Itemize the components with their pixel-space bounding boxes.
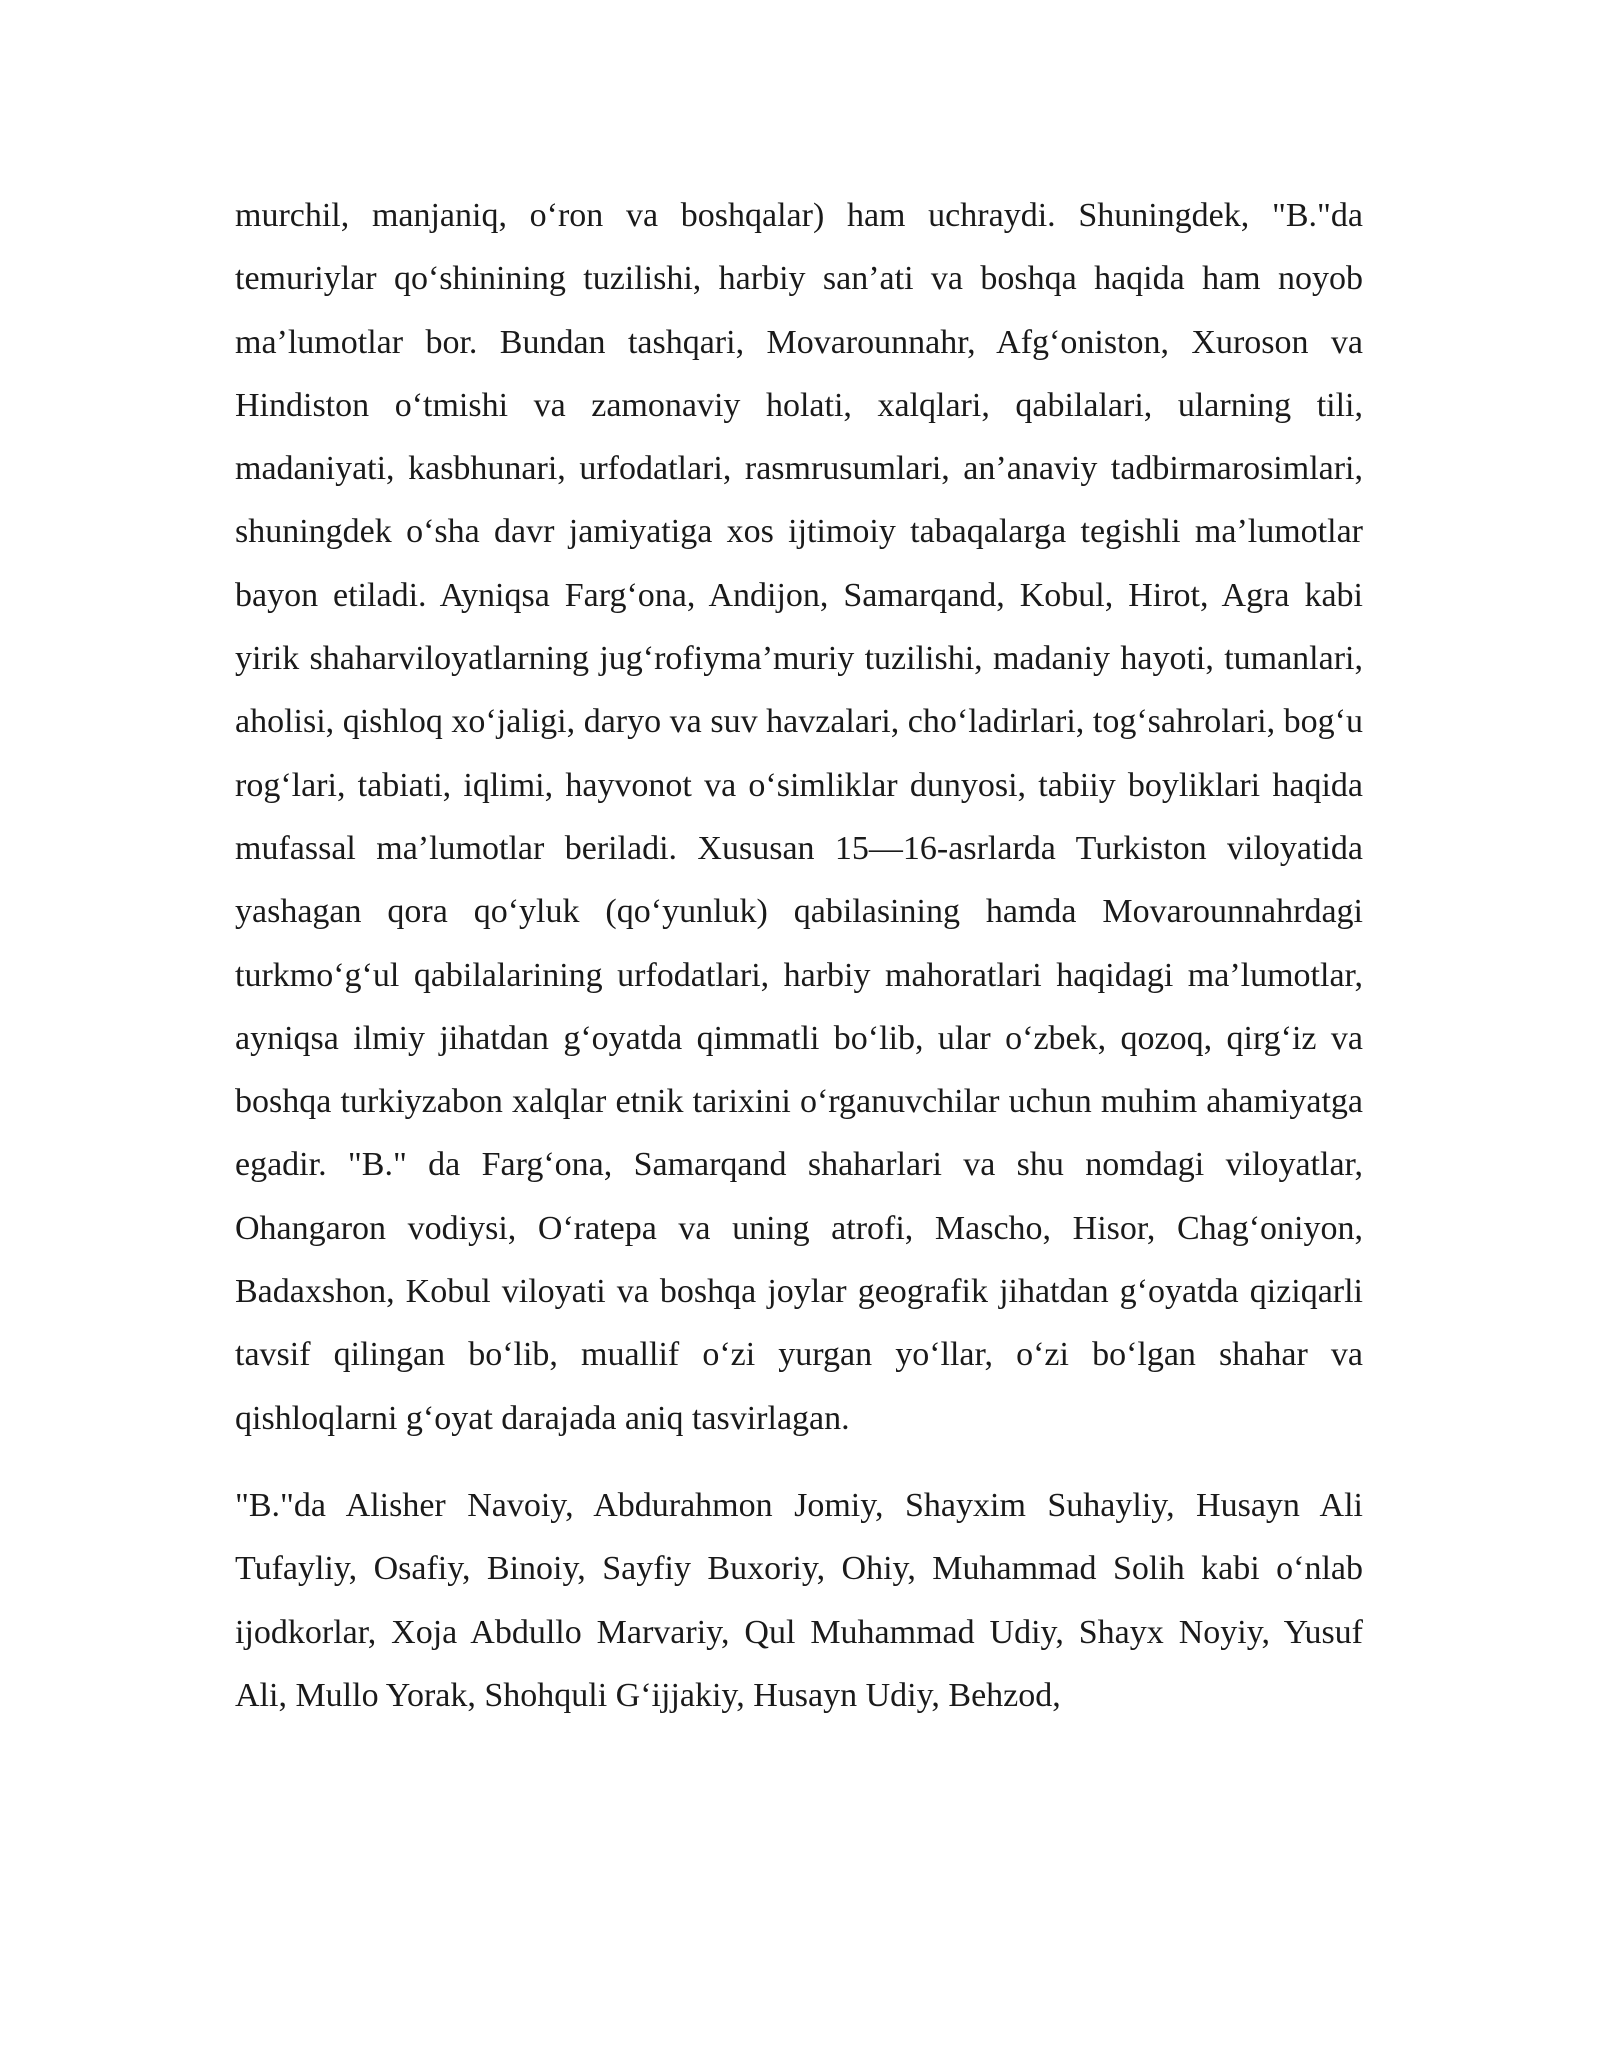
paragraph-1: murchil, manjaniq, oʻron va boshqalar) ham uchraydi. Shuningdek, "B."da temuriylar qoʻshinining tuzilishi, harbiy san’ati va boshqa haqida ham noyob ma’lumotlar bor. Bundan tashqari, Movarounnahr, Afgʻoniston, Xuroson va Hindiston oʻtmishi va zamonaviy holati, xalqlari, qabilalari, ularning tili, madaniyati, kasbhunari, urfodatlari, rasmrusumlari, an’anaviy tadbirmarosimlari, shuningdek oʻsha davr jamiyatiga xos ijtimoiy tabaqalarga tegishli ma’lumotlar bayon etiladi. Ayniqsa Fargʻona, Andijon, Samarqand, Kobul, Hirot, Agra kabi yirik shaharviloyatlarning jugʻrofiyma’muriy tuzilishi, madaniy hayoti, tumanlari, aholisi, qishloq xoʻjaligi, daryo va suv havzalari, choʻladirlari, togʻsahrolari, bogʻu rogʻlari, tabiati, iqlimi, hayvonot va oʻsimliklar dunyosi, tabiiy boyliklari haqida mufassal ma’lumotlar beriladi. Xususan 15—16-asrlarda Turkiston viloyatida yashagan qora qoʻyluk (qoʻyunluk) qabilasining hamda Movarounnahrdagi turkmoʻgʻul qabilalarining urfodatlari, harbiy mahoratlari haqidagi ma’lumotlar, ayniqsa ilmiy jihatdan gʻoyatda qimmatli boʻlib, ular oʻzbek, qozoq, qirgʻiz va boshqa turkiyzabon xalqlar etnik tarixini oʻrganuvchilar uchun muhim ahamiyatga egadir. "B." da Fargʻona, Samarqand shaharlari va shu nomdagi viloyatlar, Ohangaron vodiysi, Oʻratepa va uning atrofi, Mascho, Hisor, Chagʻoniyon, Badaxshon, Kobul viloyati va boshqa joylar geografik jihatdan gʻoyatda qiziqarli tavsif qilingan boʻlib, muallif oʻzi yurgan yoʻllar, oʻzi boʻlgan shahar va qishloqlarni gʻoyat darajada aniq tasvirlagan.: [235, 197, 1363, 1437]
body-text: [235, 184, 1363, 1727]
paragraph-2: "B."da Alisher Navoiy, Abdurahmon Jomiy, Shayxim Suhayliy, Husayn Ali Tufayliy, Osafiy, Binoiy, Sayfiy Buxoriy, Ohiy, Muhammad Solih kabi oʻnlab ijodkorlar, Xoja Abdullo Marvariy, Qul Muhammad Udiy, Shayx Noyiy, Yusuf Ali, Mullo Yorak, Shohquli Gʻijjakiy, Husayn Udiy, Behzod,: [235, 1486, 1363, 1714]
